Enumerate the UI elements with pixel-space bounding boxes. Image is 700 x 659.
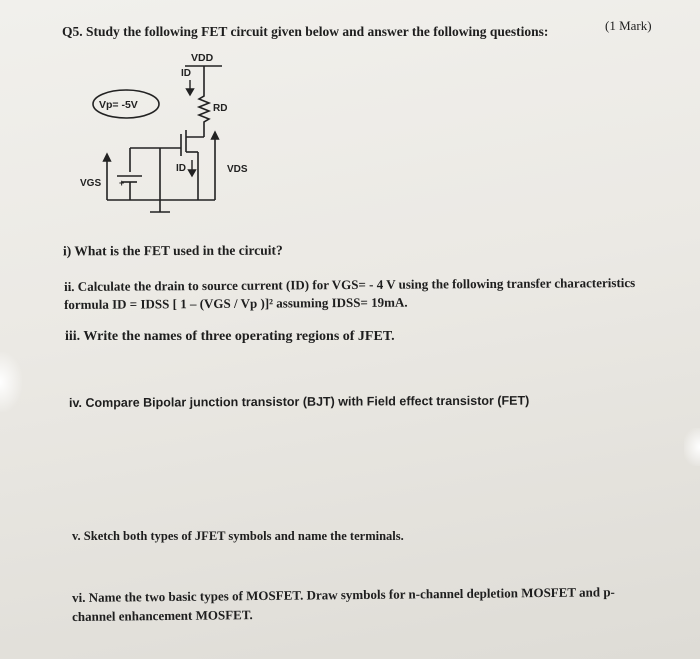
question-vi-line1: vi. Name the two basic types of MOSFET. Draw symbols for n-channel depletion MOSFET and p-	[72, 584, 615, 605]
question-ii-line2: formula ID = IDSS [ 1 – (VGS / Vp )]² assuming IDSS= 19mA.	[64, 294, 408, 312]
question-v: v. Sketch both types of JFET symbols and name the terminals.	[72, 529, 404, 543]
id-top-label: ID	[181, 68, 191, 79]
vds-arrowhead	[212, 132, 219, 139]
id-mid-label: ID	[176, 163, 186, 174]
light-glare-right	[684, 428, 700, 466]
id-top-arrowhead	[187, 89, 194, 95]
question-iv: iv. Compare Bipolar junction transistor (BJT) with Field effect transistor (FET)	[69, 393, 530, 410]
question-i: i) What is the FET used in the circuit?	[62, 242, 283, 259]
vds-label: VDS	[227, 164, 248, 175]
vp-label: Vp= -5V	[99, 99, 138, 111]
question-iii: iii. Write the names of three operating regions of JFET.	[65, 329, 395, 344]
question-ii-line1: ii. Calculate the drain to source current (ID) for VGS= - 4 V using the following transfer characteristics	[64, 275, 636, 294]
question-header: Q5. Study the following FET circuit given below and answer the following questions:	[62, 24, 549, 39]
fet-circuit-diagram	[0, 0, 700, 240]
vdd-label: VDD	[191, 52, 214, 64]
light-glare-left	[0, 352, 22, 412]
id-mid-arrowhead	[189, 170, 196, 176]
battery-plus-sign: +	[119, 178, 125, 188]
rd-label: RD	[213, 103, 228, 114]
question-vi-line2: channel enhancement MOSFET.	[72, 607, 253, 624]
vgs-arrowhead	[104, 154, 111, 161]
rd-resistor	[199, 92, 209, 128]
vgs-label: VGS	[80, 178, 102, 189]
marks-label: (1 Mark)	[605, 18, 652, 33]
